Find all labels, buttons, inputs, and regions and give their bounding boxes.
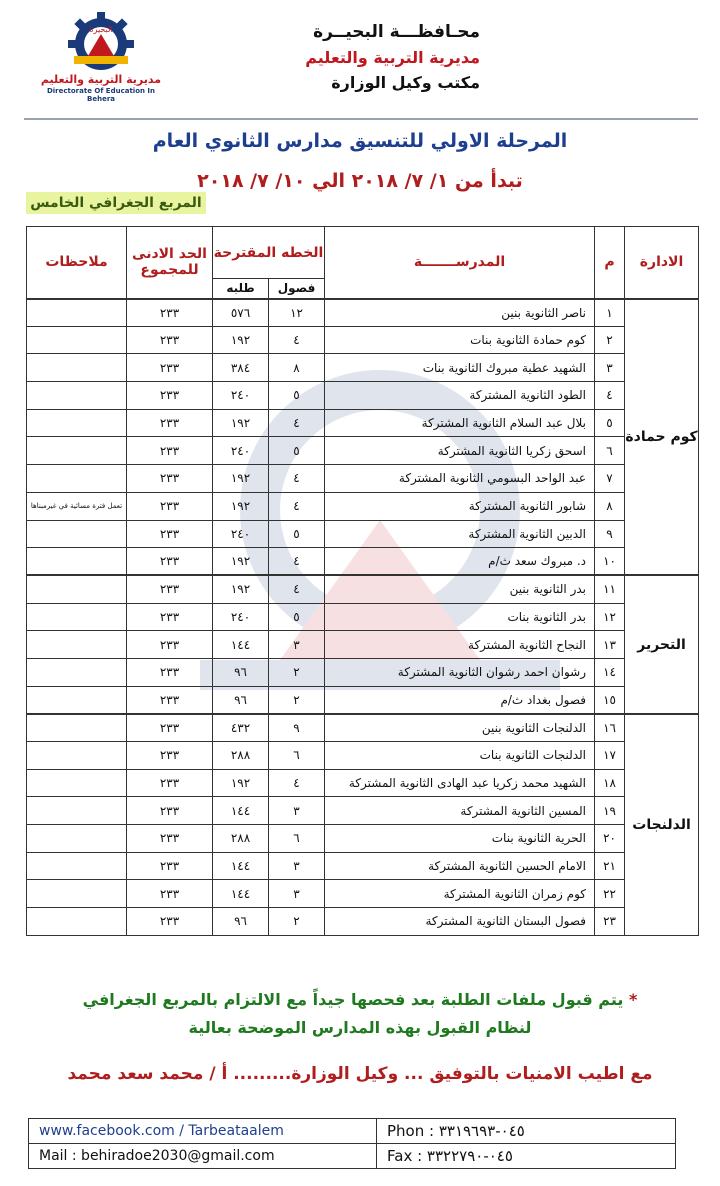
page-title: المرحلة الاولي للتنسيق مدارس الثانوي العام: [152, 130, 568, 152]
row-number-cell: ١٣: [595, 631, 625, 659]
classes-cell: ٥: [269, 382, 325, 410]
table-row: [27, 714, 699, 742]
min-total-cell: ٢٣٣: [127, 548, 213, 576]
min-total-cell: ٢٣٣: [127, 852, 213, 880]
table-row: [27, 520, 699, 548]
min-total-cell: ٢٣٣: [127, 354, 213, 382]
notes-cell: [27, 520, 127, 548]
office-name: مكتب وكيل الوزارة: [331, 73, 480, 92]
classes-cell: ٣: [269, 631, 325, 659]
notes-cell: [27, 825, 127, 853]
row-number-cell: ٢: [595, 326, 625, 354]
table-row: [27, 908, 699, 936]
school-name-cell: شابور الثانوية المشتركة: [325, 492, 595, 520]
school-name-cell: عبد الواحد البسومي الثانوية المشتركة: [325, 465, 595, 493]
row-number-cell: ٢٣: [595, 908, 625, 936]
min-total-cell: ٢٣٣: [127, 880, 213, 908]
students-cell: ٩٦: [213, 908, 269, 936]
school-name-cell: بدر الثانوية بنين: [325, 575, 595, 603]
min-total-cell: ٢٣٣: [127, 465, 213, 493]
table-row: [27, 548, 699, 576]
classes-cell: ٥: [269, 520, 325, 548]
row-number-cell: ٢٢: [595, 880, 625, 908]
logo-english-label: Directorate Of Education In Behera: [46, 87, 156, 103]
dept-cell: الدلنجات: [625, 714, 699, 936]
header-m: م: [595, 227, 625, 299]
row-number-cell: ٤: [595, 382, 625, 410]
min-total-cell: ٢٣٣: [127, 326, 213, 354]
row-number-cell: ٣: [595, 354, 625, 382]
classes-cell: ٨: [269, 354, 325, 382]
signature-line: مع اطيب الامنيات بالتوفيق ... وكيل الوزارة......... أ / محمد سعد محمد: [67, 1064, 653, 1084]
table-row: [27, 603, 699, 631]
classes-cell: ٣: [269, 852, 325, 880]
notice-line-1: يتم قبول ملفات الطلبة بعد فحصها جيداً مع الالتزام بالمربع الجغرافي: [82, 990, 624, 1009]
zone-label: المربع الجغرافي الخامس: [26, 192, 206, 214]
students-cell: ١٩٢: [213, 465, 269, 493]
table-row: [27, 409, 699, 437]
header-dept: الادارة: [625, 227, 699, 299]
min-total-cell: ٢٣٣: [127, 520, 213, 548]
classes-cell: ٤: [269, 326, 325, 354]
classes-cell: ٣: [269, 797, 325, 825]
row-number-cell: ٨: [595, 492, 625, 520]
school-name-cell: رشوان احمد رشوان الثانوية المشتركة: [325, 658, 595, 686]
notes-cell: [27, 714, 127, 742]
notes-cell: [27, 548, 127, 576]
students-cell: ٢٤٠: [213, 603, 269, 631]
students-cell: ١٩٢: [213, 548, 269, 576]
students-cell: ٢٤٠: [213, 520, 269, 548]
school-name-cell: د. مبروك سعد ث/م: [325, 548, 595, 576]
notes-cell: [27, 742, 127, 770]
school-name-cell: الشهيد عطية مبروك الثانوية بنات: [325, 354, 595, 382]
directorate-name: مديرية التربية والتعليم: [305, 48, 480, 67]
table-row: [27, 658, 699, 686]
header-notes: ملاحظات: [27, 227, 127, 299]
header-min-total: الحد الادنى للمجموع: [127, 227, 213, 299]
notes-cell: [27, 880, 127, 908]
min-total-cell: ٢٣٣: [127, 769, 213, 797]
row-number-cell: ١٩: [595, 797, 625, 825]
min-total-cell: ٢٣٣: [127, 382, 213, 410]
date-range: تبدأ من ١/ ٧/ ٢٠١٨ الي ١٠/ ٧/ ٢٠١٨: [197, 170, 523, 192]
school-name-cell: كوم زمران الثانوية المشتركة: [325, 880, 595, 908]
min-total-cell: ٢٣٣: [127, 631, 213, 659]
students-cell: ١٤٤: [213, 880, 269, 908]
notes-cell: [27, 354, 127, 382]
students-cell: ١٩٢: [213, 575, 269, 603]
table-row: [27, 686, 699, 714]
notes-cell: [27, 382, 127, 410]
header-divider: [24, 118, 698, 120]
students-cell: ١٤٤: [213, 631, 269, 659]
min-total-cell: ٢٣٣: [127, 658, 213, 686]
min-total-cell: ٢٣٣: [127, 797, 213, 825]
classes-cell: ٤: [269, 492, 325, 520]
table-row: [27, 299, 699, 327]
table-row: [27, 382, 699, 410]
school-name-cell: الحرية الثانوية بنات: [325, 825, 595, 853]
schools-table: [26, 226, 699, 936]
notes-cell: [27, 575, 127, 603]
row-number-cell: ١٢: [595, 603, 625, 631]
table-row: [27, 326, 699, 354]
school-name-cell: الطود الثانوية المشتركة: [325, 382, 595, 410]
row-number-cell: ١٠: [595, 548, 625, 576]
fax-number: Fax : ٠٤٥-٣٣٢٢٧٩٠: [377, 1144, 676, 1169]
row-number-cell: ٥: [595, 409, 625, 437]
row-number-cell: ٦: [595, 437, 625, 465]
notes-cell: [27, 631, 127, 659]
students-cell: ٢٨٨: [213, 825, 269, 853]
notes-cell: [27, 686, 127, 714]
row-number-cell: ١١: [595, 575, 625, 603]
phone-number: Phon : ٠٤٥-٣٣١٩٦٩٣: [377, 1119, 676, 1144]
school-name-cell: فصول بغداد ث/م: [325, 686, 595, 714]
min-total-cell: ٢٣٣: [127, 492, 213, 520]
students-cell: ١٩٢: [213, 492, 269, 520]
school-name-cell: اسحق زكريا الثانوية المشتركة: [325, 437, 595, 465]
school-name-cell: الامام الحسين الثانوية المشتركة: [325, 852, 595, 880]
classes-cell: ٤: [269, 575, 325, 603]
governorate-name: محـافظـــة البحيــرة: [313, 22, 480, 42]
classes-cell: ٢: [269, 658, 325, 686]
notes-cell: [27, 326, 127, 354]
notes-cell: [27, 409, 127, 437]
school-name-cell: بدر الثانوية بنات: [325, 603, 595, 631]
school-name-cell: الدبين الثانوية المشتركة: [325, 520, 595, 548]
classes-cell: ١٢: [269, 299, 325, 327]
school-name-cell: النجاح الثانوية المشتركة: [325, 631, 595, 659]
classes-cell: ٤: [269, 409, 325, 437]
table-row: [27, 769, 699, 797]
school-name-cell: ناصر الثانوية بنين: [325, 299, 595, 327]
row-number-cell: ١٥: [595, 686, 625, 714]
dept-cell: التحرير: [625, 575, 699, 713]
header-classes: فصول: [269, 279, 325, 299]
school-name-cell: كوم حمادة الثانوية بنات: [325, 326, 595, 354]
notes-cell: [27, 769, 127, 797]
notes-cell: [27, 852, 127, 880]
organization-header: [220, 20, 480, 95]
table-row: [27, 631, 699, 659]
dept-cell: كوم حمادة: [625, 299, 699, 576]
notice-line-2: لنظام القبول بهذه المدارس الموضحة بعالية: [188, 1018, 532, 1037]
classes-cell: ٦: [269, 742, 325, 770]
logo-top-text: البحيرة: [89, 25, 113, 34]
row-number-cell: ٧: [595, 465, 625, 493]
row-number-cell: ١٧: [595, 742, 625, 770]
min-total-cell: ٢٣٣: [127, 575, 213, 603]
table-row: [27, 354, 699, 382]
email-address[interactable]: Mail : behiradoe2030@gmail.com: [29, 1144, 377, 1169]
min-total-cell: ٢٣٣: [127, 686, 213, 714]
school-name-cell: فصول البستان الثانوية المشتركة: [325, 908, 595, 936]
notes-cell: [27, 797, 127, 825]
header-school: المدرســـــــة: [325, 227, 595, 299]
contact-table: [28, 1118, 676, 1169]
row-number-cell: ٢١: [595, 852, 625, 880]
students-cell: ٢٤٠: [213, 437, 269, 465]
students-cell: ٢٨٨: [213, 742, 269, 770]
classes-cell: ٣: [269, 880, 325, 908]
classes-cell: ٤: [269, 769, 325, 797]
table-row: [27, 880, 699, 908]
notes-cell: تعمل فترة مسائية في غيرمبناها: [27, 492, 127, 520]
students-cell: ٣٨٤: [213, 354, 269, 382]
classes-cell: ٥: [269, 437, 325, 465]
table-row: [27, 575, 699, 603]
min-total-cell: ٢٣٣: [127, 714, 213, 742]
logo-arabic-label: مديرية التربية والتعليم: [40, 73, 162, 86]
min-total-cell: ٢٣٣: [127, 603, 213, 631]
notice-star: *: [628, 990, 638, 1009]
notes-cell: [27, 437, 127, 465]
notes-cell: [27, 908, 127, 936]
students-cell: ٩٦: [213, 658, 269, 686]
table-row: [27, 825, 699, 853]
students-cell: ٢٤٠: [213, 382, 269, 410]
header-plan: الخطه المقترحة: [213, 227, 325, 279]
directorate-logo: [36, 10, 166, 106]
row-number-cell: ١٦: [595, 714, 625, 742]
school-name-cell: بلال عبد السلام الثانوية المشتركة: [325, 409, 595, 437]
students-cell: ٤٣٢: [213, 714, 269, 742]
header-students: طلبه: [213, 279, 269, 299]
notes-cell: [27, 299, 127, 327]
school-name-cell: المسين الثانوية المشتركة: [325, 797, 595, 825]
row-number-cell: ١: [595, 299, 625, 327]
table-row: [27, 797, 699, 825]
students-cell: ٩٦: [213, 686, 269, 714]
facebook-link[interactable]: www.facebook.com / Tarbeataalem: [29, 1119, 377, 1144]
classes-cell: ٤: [269, 548, 325, 576]
admission-notice: [0, 986, 720, 1042]
classes-cell: ٢: [269, 686, 325, 714]
classes-cell: ٩: [269, 714, 325, 742]
row-number-cell: ٢٠: [595, 825, 625, 853]
notes-cell: [27, 658, 127, 686]
classes-cell: ٦: [269, 825, 325, 853]
classes-cell: ٤: [269, 465, 325, 493]
row-number-cell: ١٤: [595, 658, 625, 686]
school-name-cell: الدلنجات الثانوية بنين: [325, 714, 595, 742]
notes-cell: [27, 603, 127, 631]
min-total-cell: ٢٣٣: [127, 299, 213, 327]
classes-cell: ٥: [269, 603, 325, 631]
schools-table-body: [27, 299, 699, 936]
students-cell: ١٤٤: [213, 852, 269, 880]
row-number-cell: ٩: [595, 520, 625, 548]
table-row: [27, 742, 699, 770]
min-total-cell: ٢٣٣: [127, 409, 213, 437]
table-row: [27, 437, 699, 465]
gear-logo-icon: [56, 10, 146, 72]
school-name-cell: الشهيد محمد زكريا عبد الهادى الثانوية المشتركة: [325, 769, 595, 797]
students-cell: ١٩٢: [213, 326, 269, 354]
min-total-cell: ٢٣٣: [127, 742, 213, 770]
min-total-cell: ٢٣٣: [127, 908, 213, 936]
row-number-cell: ١٨: [595, 769, 625, 797]
students-cell: ١٩٢: [213, 409, 269, 437]
students-cell: ١٩٢: [213, 769, 269, 797]
min-total-cell: ٢٣٣: [127, 825, 213, 853]
table-row: [27, 492, 699, 520]
notes-cell: [27, 465, 127, 493]
table-row: [27, 465, 699, 493]
students-cell: ٥٧٦: [213, 299, 269, 327]
classes-cell: ٢: [269, 908, 325, 936]
table-row: [27, 852, 699, 880]
school-name-cell: الدلنجات الثانوية بنات: [325, 742, 595, 770]
min-total-cell: ٢٣٣: [127, 437, 213, 465]
students-cell: ١٤٤: [213, 797, 269, 825]
